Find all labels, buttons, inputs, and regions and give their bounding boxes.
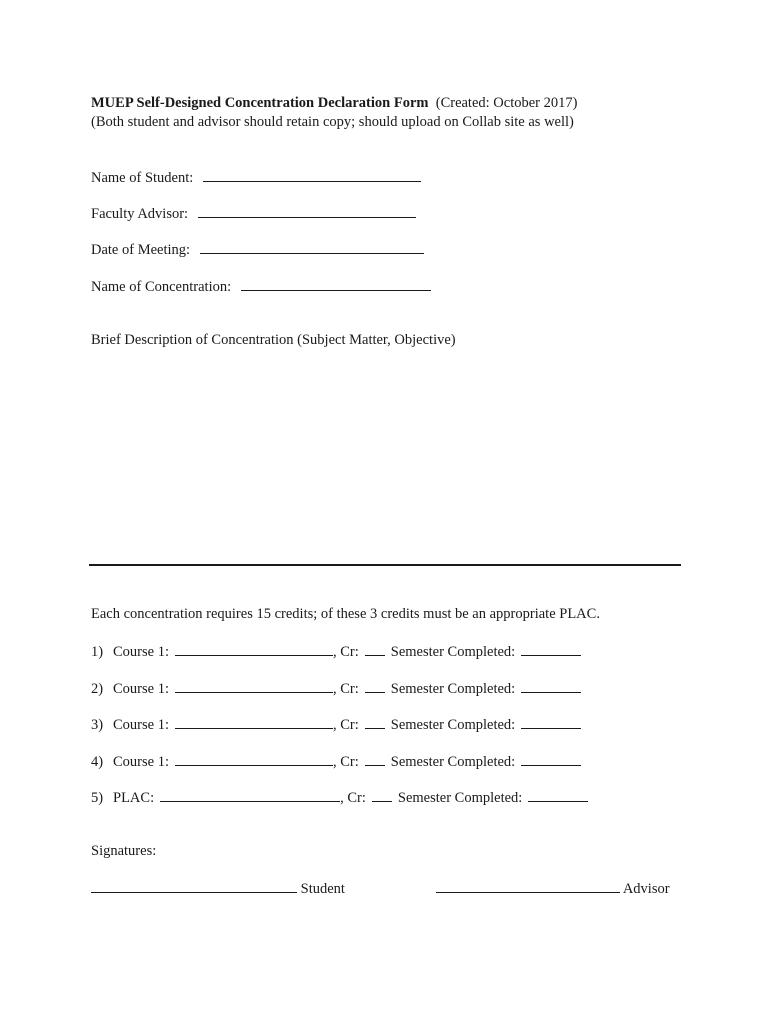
concentration-name-row — [91, 276, 431, 296]
course-name-field[interactable] — [175, 641, 333, 656]
description-area[interactable] — [91, 355, 681, 555]
course-row — [91, 678, 581, 698]
credit-label: , Cr: — [332, 754, 359, 770]
credit-label: , Cr: — [332, 681, 359, 697]
credit-field[interactable] — [365, 751, 385, 766]
plac-name-field[interactable] — [160, 787, 340, 802]
signatures-label: Signatures: — [91, 843, 157, 859]
course-label: Course 1: — [113, 644, 169, 660]
course-label: Course 1: — [113, 681, 169, 697]
student-signature-label: Student — [300, 881, 345, 897]
credit-label: , Cr: — [332, 717, 359, 733]
course-label: Course 1: — [113, 717, 169, 733]
course-name-field[interactable] — [175, 714, 333, 729]
student-name-row — [91, 167, 421, 187]
credit-label: , Cr: — [332, 644, 359, 660]
semester-field[interactable] — [521, 714, 581, 729]
course-number: 2) — [91, 681, 104, 697]
section-divider — [89, 564, 681, 566]
meeting-date-label: Date of Meeting: — [91, 242, 191, 258]
semester-label: Semester Completed: — [390, 681, 516, 697]
course-row — [91, 751, 581, 771]
form-title: MUEP Self-Designed Concentration Declaration Form — [91, 95, 429, 111]
faculty-advisor-row — [91, 203, 416, 223]
course-label: Course 1: — [113, 754, 169, 770]
student-signature-field[interactable] — [91, 878, 297, 893]
concentration-name-field[interactable] — [241, 276, 431, 291]
credit-label: , Cr: — [340, 790, 366, 806]
credit-field[interactable] — [372, 787, 392, 802]
credit-field[interactable] — [365, 714, 385, 729]
course-number: 5) — [91, 790, 104, 806]
form-note: (Both student and advisor should retain copy; should upload on Collab site as well) — [91, 114, 574, 130]
created-date: (Created: October 2017) — [435, 95, 578, 111]
faculty-advisor-field[interactable] — [198, 203, 416, 218]
credit-field[interactable] — [365, 678, 385, 693]
student-signature-row — [91, 878, 345, 898]
credits-note: Each concentration requires 15 credits; of these 3 credits must be an appropriate PLAC. — [91, 606, 600, 622]
faculty-advisor-label: Faculty Advisor: — [91, 206, 189, 222]
semester-label: Semester Completed: — [390, 754, 516, 770]
course-name-field[interactable] — [175, 751, 333, 766]
semester-field[interactable] — [528, 787, 588, 802]
meeting-date-row — [91, 239, 424, 259]
student-name-label: Name of Student: — [91, 170, 194, 186]
concentration-name-label: Name of Concentration: — [91, 279, 232, 295]
semester-field[interactable] — [521, 751, 581, 766]
course-number: 3) — [91, 717, 104, 733]
semester-label: Semester Completed: — [390, 717, 516, 733]
form-title-line — [91, 94, 577, 112]
plac-row — [91, 787, 588, 807]
meeting-date-field[interactable] — [200, 239, 424, 254]
course-number: 4) — [91, 754, 104, 770]
course-row — [91, 641, 581, 661]
semester-field[interactable] — [521, 678, 581, 693]
description-label: Brief Description of Concentration (Subject Matter, Objective) — [91, 332, 456, 348]
semester-label: Semester Completed: — [397, 790, 523, 806]
advisor-signature-field[interactable] — [436, 878, 620, 893]
course-name-field[interactable] — [175, 678, 333, 693]
course-row — [91, 714, 581, 734]
student-name-field[interactable] — [203, 167, 421, 182]
advisor-signature-row — [436, 878, 670, 898]
advisor-signature-label: Advisor — [622, 881, 670, 897]
semester-label: Semester Completed: — [390, 644, 516, 660]
credit-field[interactable] — [365, 641, 385, 656]
course-number: 1) — [91, 644, 104, 660]
semester-field[interactable] — [521, 641, 581, 656]
plac-label: PLAC: — [113, 790, 155, 806]
